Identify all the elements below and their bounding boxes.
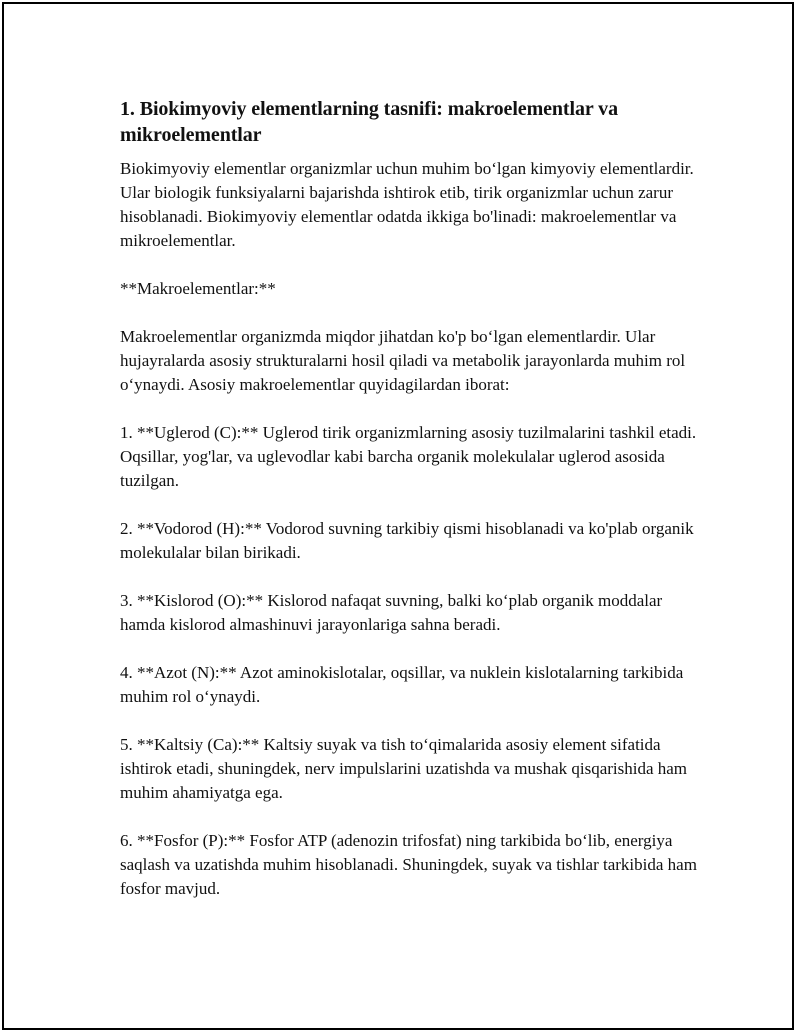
macroelements-paragraph: Makroelementlar organizmda miqdor jihatdan ko'p bo‘lgan elementlardir. Ular hujayralarda asosiy strukturalarni hosil qiladi va metabolik jarayonlarda muhim rol o‘ynaydi. Asosiy makroelementlar quyidagilardan iborat: [120,327,686,394]
intro-paragraph: Biokimyoviy elementlar organizmlar uchun muhim bo‘lgan kimyoviy elementlardir. Ular biologik funksiyalarni bajarishda ishtirok etib, tirik organizmlar uchun zarur hisoblanadi. Biokimyoviy elementlar odatda ikkiga bo'linadi: makroelementlar va mikroelementlar. [120,159,694,250]
document-body [120,96,700,901]
list-item-calcium: 5. **Kaltsiy (Ca):** Kaltsiy suyak va tish to‘qimalarida asosiy element sifatida ishtirok etadi, shuningdek, nerv impulslarini uzatishda va mushak qisqarishida ham muhim ahamiyatga ega. [120,735,688,802]
macroelements-heading: **Makroelementlar:** [120,279,276,298]
list-item-phosphorus: 6. **Fosfor (P):** Fosfor ATP (adenozin trifosfat) ning tarkibida bo‘lib, energiya saqlash va uzatishda muhim hisoblanadi. Shuningdek, suyak va tishlar tarkibida ham fosfor mavjud. [120,831,697,898]
list-item-oxygen: 3. **Kislorod (O):** Kislorod nafaqat suvning, balki ko‘plab organik moddalar hamda kislorod almashinuvi jarayonlariga sahna beradi. [120,591,663,634]
list-item-carbon: 1. **Uglerod (C):** Uglerod tirik organizmlarning asosiy tuzilmalarini tashkil etadi. Oqsillar, yog'lar, va uglevodlar kabi barcha organik molekulalar uglerod asosida tuzilgan. [120,423,697,490]
section-title: 1. Biokimyoviy elementlarning tasnifi: makroelementlar va mikroelementlar [120,98,618,146]
list-item-hydrogen: 2. **Vodorod (H):** Vodorod suvning tarkibiy qismi hisoblanadi va ko'plab organik molekulalar bilan birikadi. [120,519,694,562]
document-page [2,2,794,1030]
list-item-nitrogen: 4. **Azot (N):** Azot aminokislotalar, oqsillar, va nuklein kislotalarning tarkibida muhim rol o‘ynaydi. [120,663,684,706]
